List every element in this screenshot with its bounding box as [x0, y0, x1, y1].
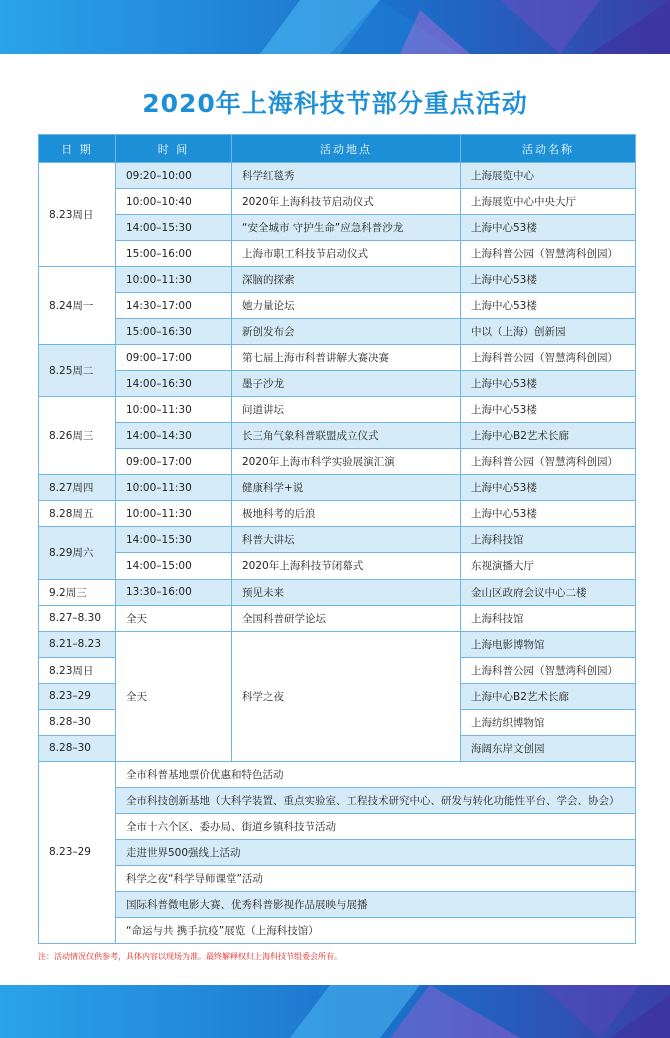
table-row: [39, 891, 636, 917]
venue-cell: 上海科普公园（智慧湾科创园）: [461, 449, 636, 475]
col-place: 活动地点: [232, 135, 461, 163]
event-cell: 墨子沙龙: [232, 371, 461, 397]
time-cell: 09:20–10:00: [116, 163, 232, 189]
table-row: [39, 241, 636, 267]
table-row: [39, 215, 636, 241]
table-row: [39, 397, 636, 423]
table-row: [39, 501, 636, 527]
event-cell: 问道讲坛: [232, 397, 461, 423]
date-cell: 8.27周四: [39, 475, 116, 501]
event-cell: 科学之夜: [232, 631, 461, 761]
date-cell: 8.28周五: [39, 501, 116, 527]
activity-cell: 走进世界500强线上活动: [116, 839, 636, 865]
event-cell: 深脑的探索: [232, 267, 461, 293]
venue-cell: 上海纺织博物馆: [461, 709, 636, 735]
venue-cell: 上海中心B2艺术长廊: [461, 423, 636, 449]
time-cell: 10:00–10:40: [116, 189, 232, 215]
time-cell: 14:00–15:30: [116, 527, 232, 553]
table-row: [39, 813, 636, 839]
col-name: 活动名称: [461, 135, 636, 163]
event-cell: “安全城市 守护生命”应急科普沙龙: [232, 215, 461, 241]
table-row: [39, 423, 636, 449]
table-row: [39, 787, 636, 813]
time-cell: 10:00–11:30: [116, 267, 232, 293]
time-cell: 全天: [116, 605, 232, 631]
table-row: [39, 631, 636, 657]
table-row: [39, 371, 636, 397]
table-row: [39, 475, 636, 501]
event-cell: 预见未来: [232, 579, 461, 605]
table-row: [39, 293, 636, 319]
table-row: [39, 839, 636, 865]
activity-cell: 全市十六个区、委办局、街道乡镇科技节活动: [116, 813, 636, 839]
table-row: [39, 917, 636, 943]
venue-cell: 海阔东岸文创园: [461, 735, 636, 761]
activity-cell: 全市科普基地票价优惠和特色活动: [116, 761, 636, 787]
schedule-table: [38, 134, 636, 944]
venue-cell: 上海中心53楼: [461, 475, 636, 501]
time-cell: 14:30–17:00: [116, 293, 232, 319]
table-row: [39, 865, 636, 891]
table-row: [39, 345, 636, 371]
event-cell: 上海市职工科技节启动仪式: [232, 241, 461, 267]
event-cell: 健康科学+说: [232, 475, 461, 501]
event-cell: 2020年上海科技节闭幕式: [232, 553, 461, 579]
date-cell: 8.23周日: [39, 163, 116, 267]
venue-cell: 上海科技馆: [461, 605, 636, 631]
table-row: [39, 189, 636, 215]
venue-cell: 上海展览中心: [461, 163, 636, 189]
venue-cell: 上海中心53楼: [461, 293, 636, 319]
activity-cell: 科学之夜“科学导师课堂”活动: [116, 865, 636, 891]
venue-cell: 上海中心53楼: [461, 215, 636, 241]
date-cell: 8.25周二: [39, 345, 116, 397]
event-cell: 2020年上海科技节启动仪式: [232, 189, 461, 215]
venue-cell: 上海科普公园（智慧湾科创园）: [461, 657, 636, 683]
table-row: [39, 553, 636, 579]
date-cell: 8.23–29: [39, 683, 116, 709]
table-row: [39, 449, 636, 475]
date-cell: 8.28–30: [39, 709, 116, 735]
time-cell: 15:00–16:00: [116, 241, 232, 267]
time-cell: 15:00–16:30: [116, 319, 232, 345]
footnote: 注：活动情况仅供参考，具体内容以现场为准。最终解释权归上海科技节组委会所有。: [38, 952, 342, 961]
event-cell: 全国科普研学论坛: [232, 605, 461, 631]
time-cell: 10:00–11:30: [116, 475, 232, 501]
date-cell: 8.24周一: [39, 267, 116, 345]
date-cell: 8.29周六: [39, 527, 116, 579]
date-cell: 9.2周三: [39, 579, 116, 605]
table-row: [39, 163, 636, 189]
venue-cell: 上海中心B2艺术长廊: [461, 683, 636, 709]
venue-cell: 上海中心53楼: [461, 267, 636, 293]
venue-cell: 上海科普公园（智慧湾科创园）: [461, 241, 636, 267]
venue-cell: 中以（上海）创新园: [461, 319, 636, 345]
table-row: [39, 761, 636, 787]
date-cell: 8.28–30: [39, 735, 116, 761]
table-row: [39, 527, 636, 553]
venue-cell: 上海中心53楼: [461, 397, 636, 423]
time-cell: 14:00–15:30: [116, 215, 232, 241]
venue-cell: 上海科技馆: [461, 527, 636, 553]
activity-cell: “命运与共 携手抗疫”展览（上海科技馆）: [116, 917, 636, 943]
event-cell: 科普大讲坛: [232, 527, 461, 553]
time-cell: 10:00–11:30: [116, 397, 232, 423]
time-cell: 10:00–11:30: [116, 501, 232, 527]
venue-cell: 上海电影博物馆: [461, 631, 636, 657]
bottom-banner: [0, 985, 670, 1038]
table-row: [39, 267, 636, 293]
table-header: [39, 135, 636, 163]
date-cell: 8.26周三: [39, 397, 116, 475]
top-banner: [0, 0, 670, 54]
table-row: [39, 605, 636, 631]
col-date: 日 期: [39, 135, 116, 163]
time-cell: 全天: [116, 631, 232, 761]
event-cell: 2020年上海市科学实验展演汇演: [232, 449, 461, 475]
time-cell: 14:00–15:00: [116, 553, 232, 579]
venue-cell: 上海展览中心中央大厅: [461, 189, 636, 215]
col-time: 时 间: [116, 135, 232, 163]
date-cell: 8.23周日: [39, 657, 116, 683]
event-cell: 第七届上海市科普讲解大赛决赛: [232, 345, 461, 371]
date-cell: 8.23–29: [39, 761, 116, 943]
venue-cell: 金山区政府会议中心二楼: [461, 579, 636, 605]
venue-cell: 上海中心53楼: [461, 371, 636, 397]
time-cell: 14:00–16:30: [116, 371, 232, 397]
event-cell: 新创发布会: [232, 319, 461, 345]
venue-cell: 上海中心53楼: [461, 501, 636, 527]
date-cell: 8.21–8.23: [39, 631, 116, 657]
venue-cell: 上海科普公园（智慧湾科创园）: [461, 345, 636, 371]
event-cell: 长三角气象科普联盟成立仪式: [232, 423, 461, 449]
activity-cell: 全市科技创新基地（大科学装置、重点实验室、工程技术研究中心、研发与转化功能性平台、学会、协会）: [116, 787, 636, 813]
date-cell: 8.27–8.30: [39, 605, 116, 631]
time-cell: 14:00–14:30: [116, 423, 232, 449]
activity-cell: 国际科普微电影大赛、优秀科普影视作品展映与展播: [116, 891, 636, 917]
table-row: [39, 579, 636, 605]
time-cell: 09:00–17:00: [116, 345, 232, 371]
time-cell: 13:30–16:00: [116, 579, 232, 605]
time-cell: 09:00–17:00: [116, 449, 232, 475]
table-row: [39, 319, 636, 345]
event-cell: 科学红毯秀: [232, 163, 461, 189]
event-cell: 她力量论坛: [232, 293, 461, 319]
event-cell: 极地科考的后浪: [232, 501, 461, 527]
venue-cell: 东视演播大厅: [461, 553, 636, 579]
page-title: 2020年上海科技节部分重点活动: [142, 89, 528, 118]
